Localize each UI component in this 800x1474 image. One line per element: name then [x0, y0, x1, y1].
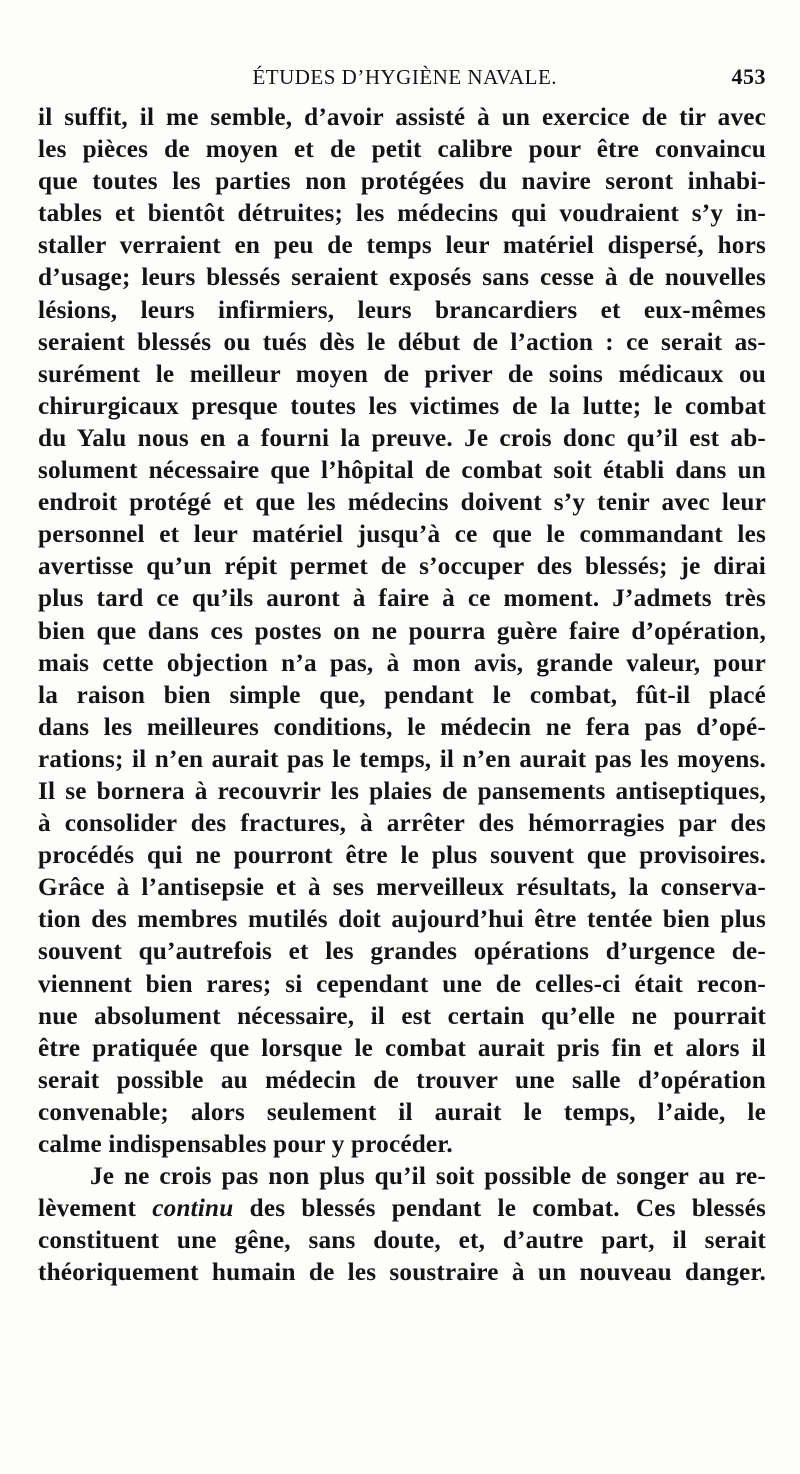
text-fragment: des blessés pendant le combat. Ces blessés [233, 1195, 766, 1223]
text-line: solument nécessaire que l’hôpital de combat soit établi dans un [38, 457, 766, 485]
text-line: théoriquement humain de les soustraire à un nouveau danger. [38, 1259, 766, 1287]
text-line: d’usage; leurs blessés seraient exposés sans cesse à de nouvelles [38, 264, 766, 292]
text-line: endroit protégé et que les médecins doivent s’y tenir avec leur [38, 489, 766, 517]
paragraph-1 [38, 102, 766, 1161]
text-line: dans les meilleures conditions, le médecin ne fera pas d’opé- [38, 713, 766, 741]
text-line: surément le meilleur moyen de priver de soins médicaux ou [38, 360, 766, 388]
running-head [38, 60, 766, 94]
text-line: nue absolument nécessaire, il est certain qu’elle ne pourrait [38, 1002, 766, 1030]
text-line: tables et bientôt détruites; les médecins qui voudraient s’y in- [38, 200, 766, 228]
text-line-with-emphasis [38, 1193, 766, 1225]
text-line: chirurgicaux presque toutes les victimes de la lutte; le combat [38, 392, 766, 420]
text-line: lésions, leurs infirmiers, leurs brancardiers et eux-mêmes [38, 296, 766, 324]
text-line: souvent qu’autrefois et les grandes opérations d’urgence de- [38, 938, 766, 966]
text-line: convenable; alors seulement il aurait le temps, l’aide, le [38, 1098, 766, 1126]
text-line: les pièces de moyen et de petit calibre pour être convaincu [38, 136, 766, 164]
running-title: ÉTUDES D’HYGIÈNE NAVALE. [252, 64, 558, 89]
text-line: Il se bornera à recouvrir les plaies de pansements antiseptiques, [38, 777, 766, 805]
text-fragment: lèvement [38, 1195, 153, 1223]
body-text [38, 102, 766, 1289]
text-line: calme indispensables pour y procéder. [38, 1131, 453, 1158]
text-line: que toutes les parties non protégées du navire seront inhabi- [38, 168, 766, 196]
text-line: plus tard ce qu’ils auront à faire à ce moment. J’admets très [38, 585, 766, 613]
paragraph-2 [38, 1161, 766, 1289]
text-line: être pratiquée que lorsque le combat aurait pris fin et alors il [38, 1034, 766, 1062]
text-line: personnel et leur matériel jusqu’à ce que le commandant les [38, 521, 766, 549]
text-line: procédés qui ne pourront être le plus souvent que provisoires. [38, 842, 766, 870]
text-line: serait possible au médecin de trouver une salle d’opération [38, 1066, 766, 1094]
text-line: rations; il n’en aurait pas le temps, il n’en aurait pas les moyens. [38, 745, 766, 773]
text-line: à consolider des fractures, à arrêter des hémorragies par des [38, 810, 766, 838]
text-line: avertisse qu’un répit permet de s’occuper des blessés; je dirai [38, 553, 766, 581]
text-line: seraient blessés ou tués dès le début de l’action : ce serait as- [38, 328, 766, 356]
text-line: Grâce à l’antisepsie et à ses merveilleux résultats, la conserva- [38, 874, 766, 902]
text-line: du Yalu nous en a fourni la preuve. Je crois donc qu’il est ab- [38, 424, 766, 452]
text-line: tion des membres mutilés doit aujourd’hui être tentée bien plus [38, 906, 766, 934]
text-line: Je ne crois pas non plus qu’il soit possible de songer au re- [90, 1163, 766, 1191]
emphasized-word: continu [152, 1195, 234, 1223]
text-line: il suffit, il me semble, d’avoir assisté à un exercice de tir avec [38, 104, 766, 131]
text-line: mais cette objection n’a pas, à mon avis, grande valeur, pour [38, 649, 766, 677]
text-line: la raison bien simple que, pendant le combat, fût-il placé [38, 681, 766, 709]
page-number: 453 [731, 64, 766, 89]
text-line: bien que dans ces postes on ne pourra guère faire d’opération, [38, 617, 766, 645]
text-line: viennent bien rares; si cependant une de celles-ci était recon- [38, 970, 766, 998]
text-line: staller verraient en peu de temps leur matériel dispersé, hors [38, 232, 766, 260]
text-line: constituent une gêne, sans doute, et, d’autre part, il serait [38, 1227, 766, 1255]
